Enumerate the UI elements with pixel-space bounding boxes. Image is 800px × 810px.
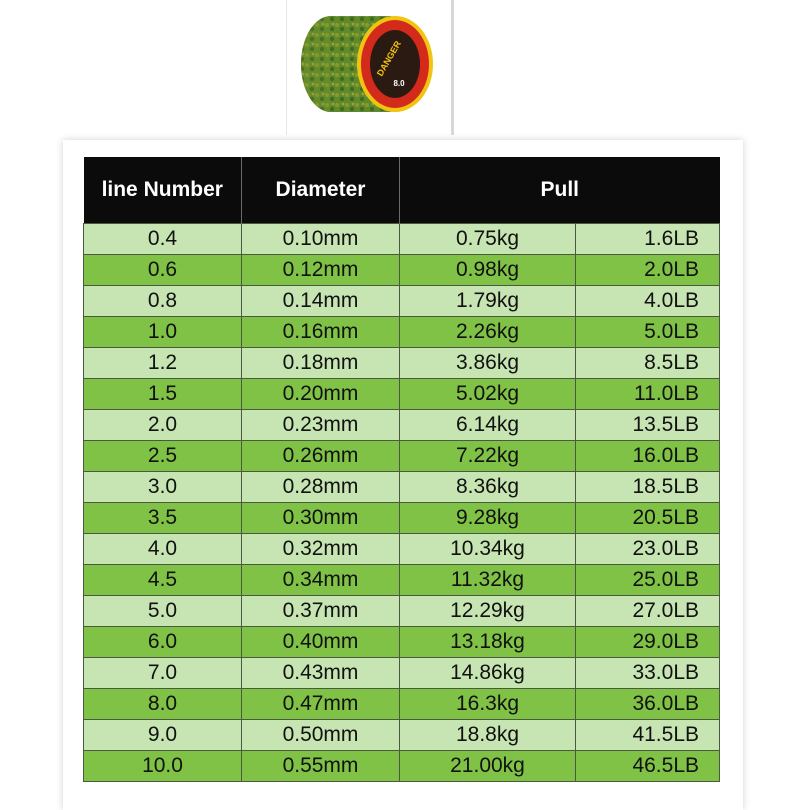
cell-pull-lb: 23.0LB: [576, 534, 720, 565]
header-diameter: Diameter: [242, 157, 400, 224]
table-row: [84, 379, 720, 410]
cell-line-number: 7.0: [84, 658, 242, 689]
cell-line-number: 2.0: [84, 410, 242, 441]
table-row: [84, 658, 720, 689]
cell-diameter: 0.34mm: [242, 565, 400, 596]
table-row: [84, 224, 720, 255]
cell-diameter: 0.14mm: [242, 286, 400, 317]
table-row: [84, 255, 720, 286]
cell-pull-kg: 21.00kg: [400, 751, 576, 782]
table-row: [84, 348, 720, 379]
cell-diameter: 0.37mm: [242, 596, 400, 627]
table-row: [84, 410, 720, 441]
cell-diameter: 0.20mm: [242, 379, 400, 410]
table-row: [84, 441, 720, 472]
header-line-number: line Number: [84, 157, 242, 224]
line-spec-table: [83, 157, 720, 782]
cell-pull-kg: 6.14kg: [400, 410, 576, 441]
table-row: [84, 286, 720, 317]
cell-line-number: 8.0: [84, 689, 242, 720]
cell-pull-kg: 5.02kg: [400, 379, 576, 410]
cell-line-number: 10.0: [84, 751, 242, 782]
table-row: [84, 596, 720, 627]
spool-brand-text: DANGER: [374, 39, 404, 78]
cell-diameter: 0.47mm: [242, 689, 400, 720]
cell-diameter: 0.40mm: [242, 627, 400, 658]
cell-diameter: 0.28mm: [242, 472, 400, 503]
cell-pull-lb: 11.0LB: [576, 379, 720, 410]
cell-diameter: 0.18mm: [242, 348, 400, 379]
cell-pull-kg: 11.32kg: [400, 565, 576, 596]
cell-diameter: 0.32mm: [242, 534, 400, 565]
cell-pull-lb: 16.0LB: [576, 441, 720, 472]
table-row: [84, 689, 720, 720]
cell-diameter: 0.10mm: [242, 224, 400, 255]
cell-pull-lb: 13.5LB: [576, 410, 720, 441]
table-row: [84, 472, 720, 503]
cell-line-number: 9.0: [84, 720, 242, 751]
table-row: [84, 534, 720, 565]
cell-pull-kg: 8.36kg: [400, 472, 576, 503]
table-row: [84, 565, 720, 596]
cell-pull-lb: 8.5LB: [576, 348, 720, 379]
cell-line-number: 5.0: [84, 596, 242, 627]
cell-line-number: 1.0: [84, 317, 242, 348]
cell-pull-kg: 18.8kg: [400, 720, 576, 751]
cell-line-number: 3.5: [84, 503, 242, 534]
cell-pull-lb: 2.0LB: [576, 255, 720, 286]
cell-line-number: 6.0: [84, 627, 242, 658]
table-row: [84, 503, 720, 534]
cell-pull-kg: 0.98kg: [400, 255, 576, 286]
cell-diameter: 0.30mm: [242, 503, 400, 534]
cell-pull-kg: 9.28kg: [400, 503, 576, 534]
cell-line-number: 0.6: [84, 255, 242, 286]
cell-pull-kg: 2.26kg: [400, 317, 576, 348]
cell-diameter: 0.16mm: [242, 317, 400, 348]
cell-pull-kg: 12.29kg: [400, 596, 576, 627]
cell-pull-lb: 5.0LB: [576, 317, 720, 348]
cell-pull-lb: 27.0LB: [576, 596, 720, 627]
cell-diameter: 0.55mm: [242, 751, 400, 782]
cell-line-number: 1.5: [84, 379, 242, 410]
cell-pull-kg: 3.86kg: [400, 348, 576, 379]
cell-diameter: 0.50mm: [242, 720, 400, 751]
table-row: [84, 720, 720, 751]
cell-diameter: 0.26mm: [242, 441, 400, 472]
cell-pull-kg: 13.18kg: [400, 627, 576, 658]
cell-pull-kg: 14.86kg: [400, 658, 576, 689]
fishing-line-spool-image: [295, 2, 445, 127]
table-body: [84, 224, 720, 782]
cell-pull-kg: 0.75kg: [400, 224, 576, 255]
table-row: [84, 317, 720, 348]
cell-line-number: 4.5: [84, 565, 242, 596]
cell-pull-lb: 25.0LB: [576, 565, 720, 596]
cell-line-number: 3.0: [84, 472, 242, 503]
table-row: [84, 751, 720, 782]
cell-diameter: 0.43mm: [242, 658, 400, 689]
cell-pull-lb: 41.5LB: [576, 720, 720, 751]
cell-pull-lb: 33.0LB: [576, 658, 720, 689]
cell-pull-kg: 10.34kg: [400, 534, 576, 565]
cell-pull-lb: 29.0LB: [576, 627, 720, 658]
cell-pull-lb: 20.5LB: [576, 503, 720, 534]
cell-line-number: 0.4: [84, 224, 242, 255]
cell-pull-lb: 46.5LB: [576, 751, 720, 782]
cell-line-number: 2.5: [84, 441, 242, 472]
cell-pull-lb: 18.5LB: [576, 472, 720, 503]
cell-pull-kg: 16.3kg: [400, 689, 576, 720]
spool-size-text: 8.0: [393, 79, 405, 88]
cell-pull-kg: 7.22kg: [400, 441, 576, 472]
header-pull: Pull: [400, 157, 720, 224]
cell-pull-lb: 1.6LB: [576, 224, 720, 255]
cell-diameter: 0.12mm: [242, 255, 400, 286]
cell-pull-lb: 36.0LB: [576, 689, 720, 720]
table-row: [84, 627, 720, 658]
cell-pull-kg: 1.79kg: [400, 286, 576, 317]
cell-diameter: 0.23mm: [242, 410, 400, 441]
cell-line-number: 4.0: [84, 534, 242, 565]
cell-pull-lb: 4.0LB: [576, 286, 720, 317]
cell-line-number: 1.2: [84, 348, 242, 379]
product-photo: [286, 0, 454, 135]
table-header-row: [84, 157, 720, 224]
cell-line-number: 0.8: [84, 286, 242, 317]
